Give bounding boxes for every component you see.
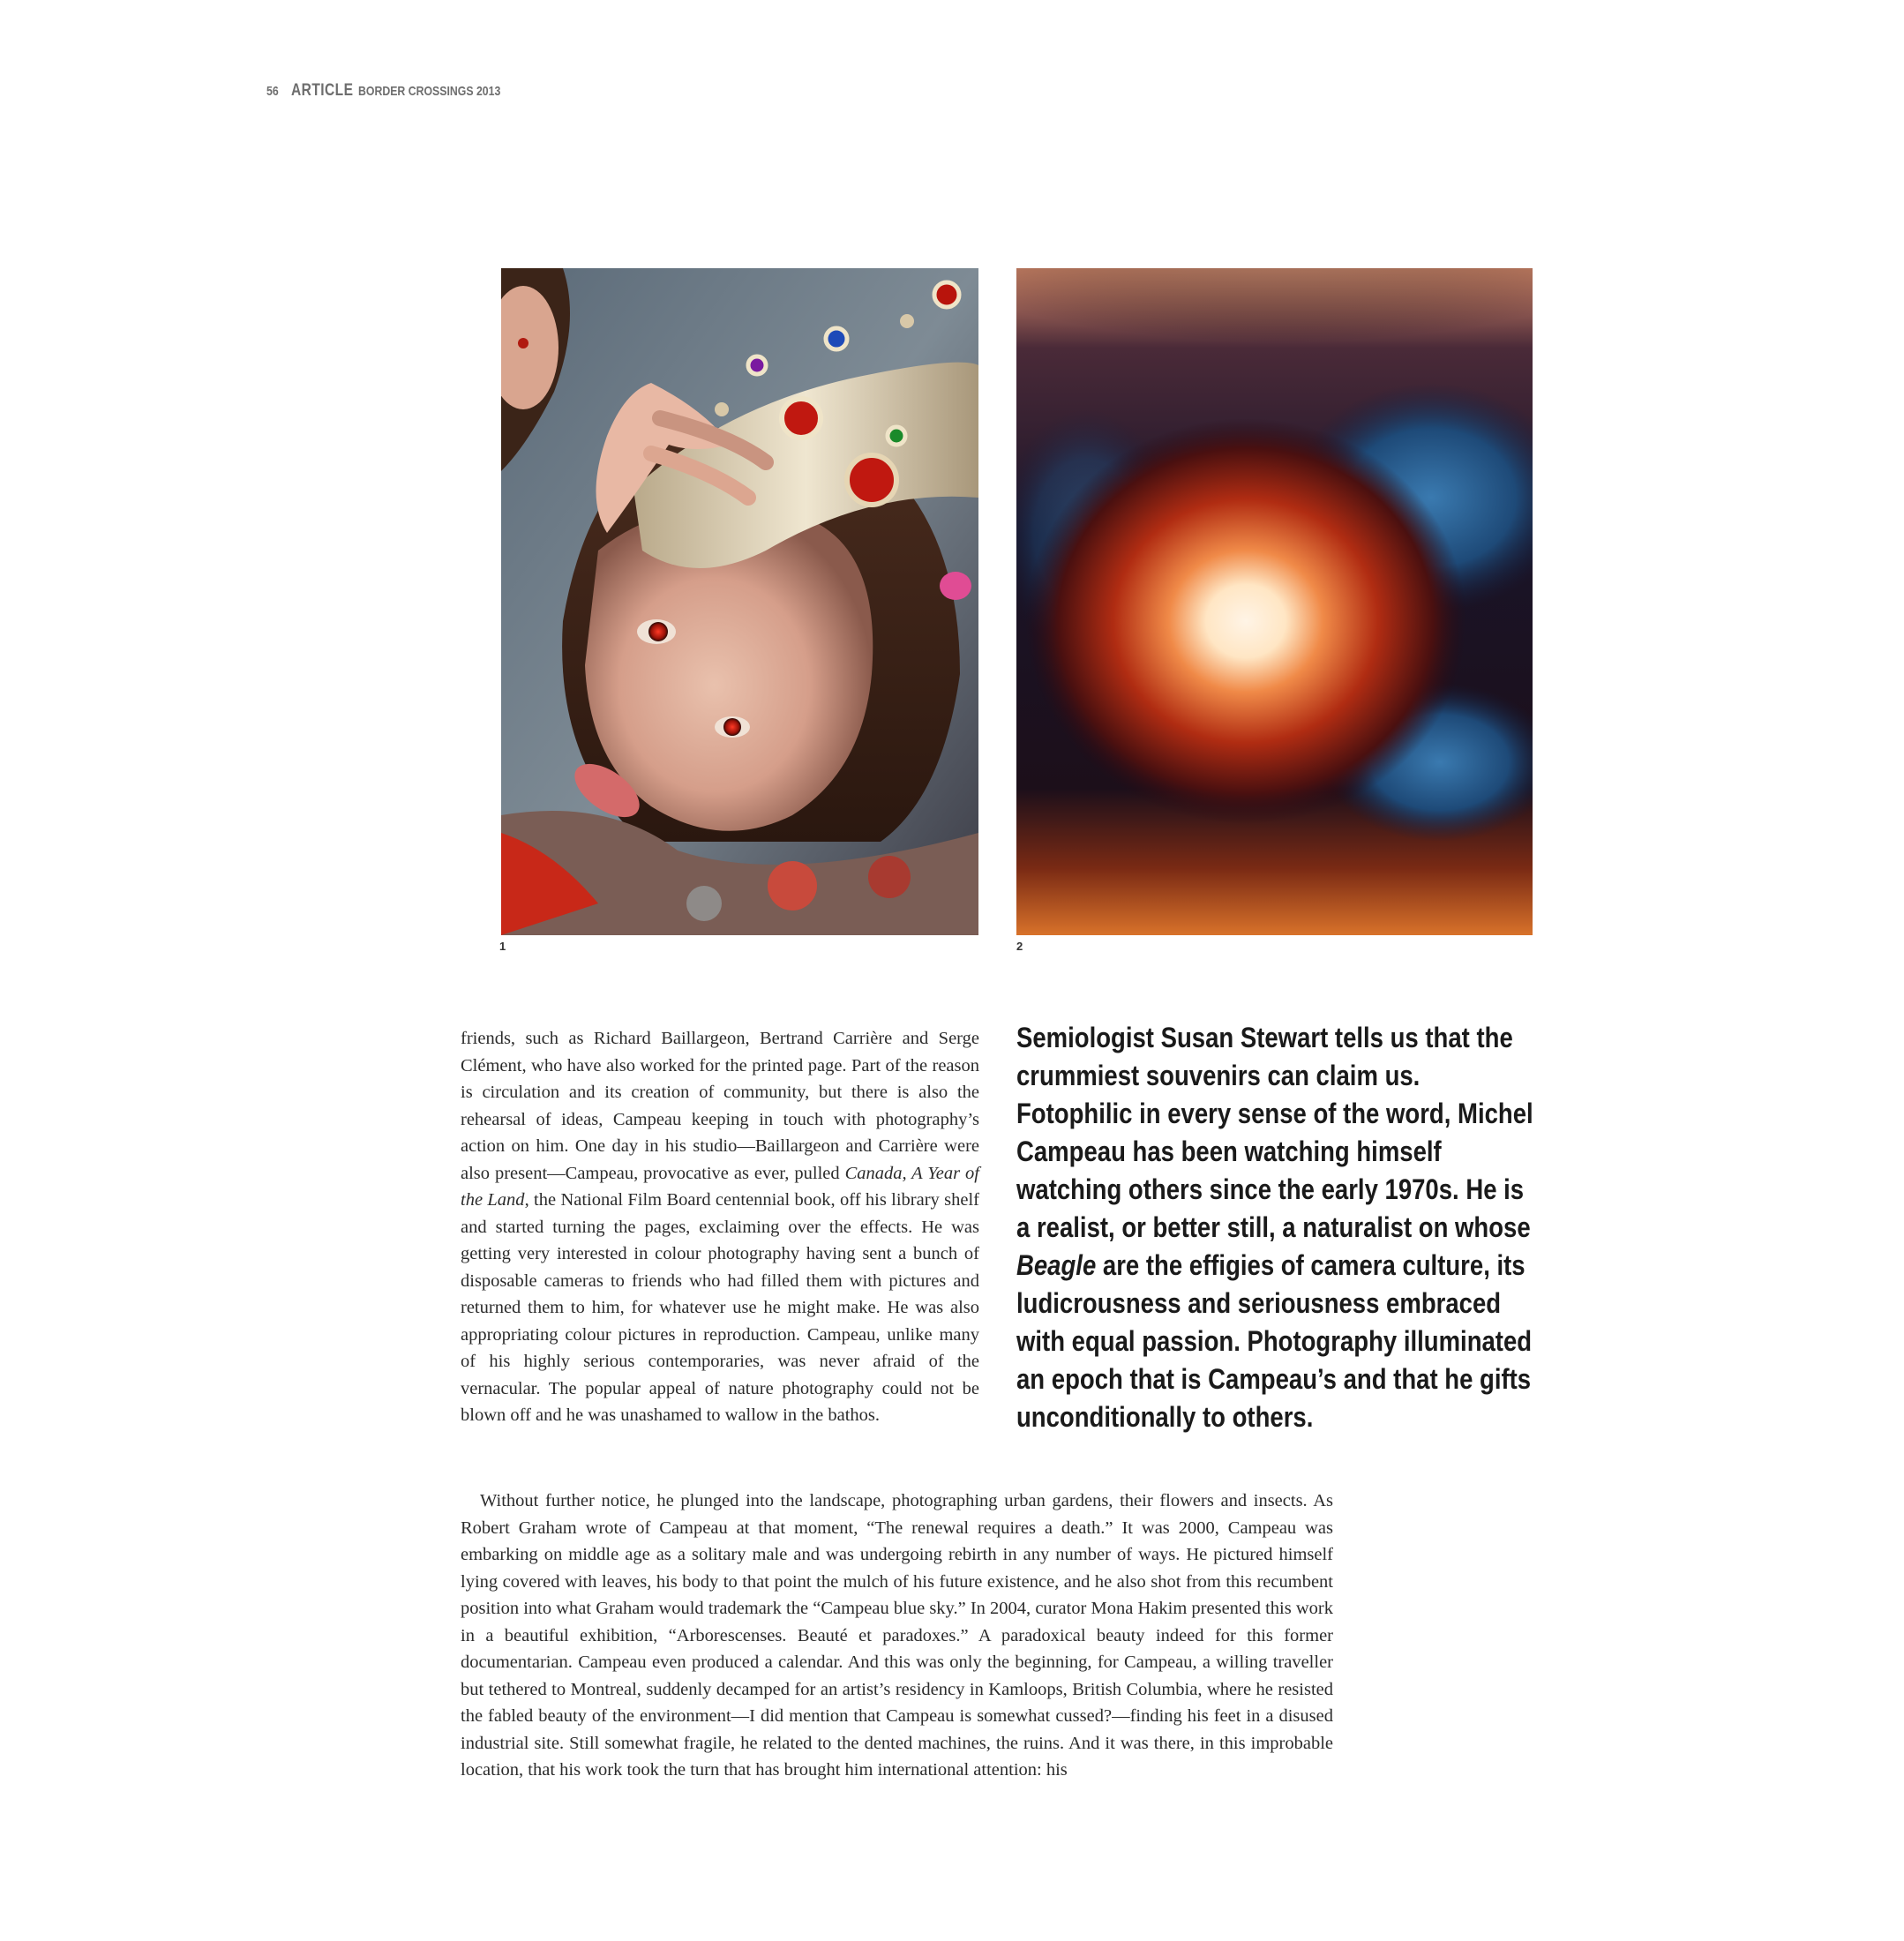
book-title: Canada, A Year of the Land: [461, 1163, 980, 1210]
page-number: 56: [266, 84, 279, 99]
body-text-column: [461, 1025, 979, 1429]
figure-1-photo: [501, 268, 978, 935]
photo-girl-with-tiara-icon: [501, 268, 978, 935]
pull-quote: Semiologist Susan Stewart tells us that the crummiest souvenirs can claim us. Fotophilic in every sense of the word, Michel Campeau has been watching himself watching others since the early 1970s. He is a realist, or better still, a naturalist on whose Beagle are the effigies of camera culture, its ludicrousness and seriousness embraced with equal passion. Photography illuminated an epoch that is Campeau’s and that he gifts unconditionally to others.: [1016, 1022, 1533, 1433]
publication-label: BORDER CROSSINGS 2013: [358, 84, 501, 99]
body-paragraph-1: friends, such as Richard Baillargeon, Bertrand Carrière and Serge Clément, who have also worked for the printed page. Part of the reason is circulation and its creation of community, but there is also the rehearsal of ideas, Campeau keeping in touch with photography’s action on him. One day in his studio—Baillargeon and Carrière were also present—Campeau, provocative as ever, pulled Canada, A Year of the Land, the National Film Board centennial book, off his library shelf and started turning the pages, exclaiming over the effects. He was getting very interested in colour photography having sent a bunch of disposable cameras to friends who had filled them with pictures and returned them to him, for whatever use he might make. He was also appropriating colour pictures in reproduction. Campeau, unlike many of his highly serious contemporaries, was never afraid of the vernacular. The popular appeal of nature photography could not be blown off and he was unashamed to wallow in the bathos.: [461, 1029, 980, 1425]
figure-2-caption-number: 2: [1016, 940, 1023, 953]
running-header: [266, 81, 532, 102]
body-text-wide: [461, 1488, 1333, 1784]
photo-blurred-light-orb-icon: [1016, 268, 1533, 935]
figure-1-caption-number: 1: [499, 940, 506, 953]
figure-2-photo: [1016, 268, 1533, 935]
body-paragraph-2: Without further notice, he plunged into the landscape, photographing urban gardens, their flowers and insects. As Robert Graham wrote of Campeau at that moment, “The renewal requires a death.” It was 2000, Campeau was embarking on middle age as a solitary male and was undergoing rebirth in any number of ways. He pictured himself lying covered with leaves, his body to that point the mulch of his future existence, and he also shot from this recumbent position into what Graham would trademark the “Campeau blue sky.” In 2004, curator Mona Hakim presented this work in a beautiful exhibition, “Arborescenses. Beauté et paradoxes.” A paradoxical beauty indeed for this former documentarian. Campeau even produced a calendar. And this was only the beginning, for Campeau, a willing traveller but tethered to Montreal, suddenly decamped for an artist’s residency in Kamloops, British Columbia, where he resisted the fabled beauty of the environment—I did mention that Campeau is somewhat cussed?—finding his feet in a disused industrial site. Still somewhat fragile, he related to the dented machines, the ruins. And it was there, in this improbable location, that his work took the turn that has brought him international attention: his: [461, 1491, 1333, 1780]
section-label: ARTICLE: [291, 81, 354, 100]
ship-name: Beagle: [1016, 1249, 1097, 1281]
